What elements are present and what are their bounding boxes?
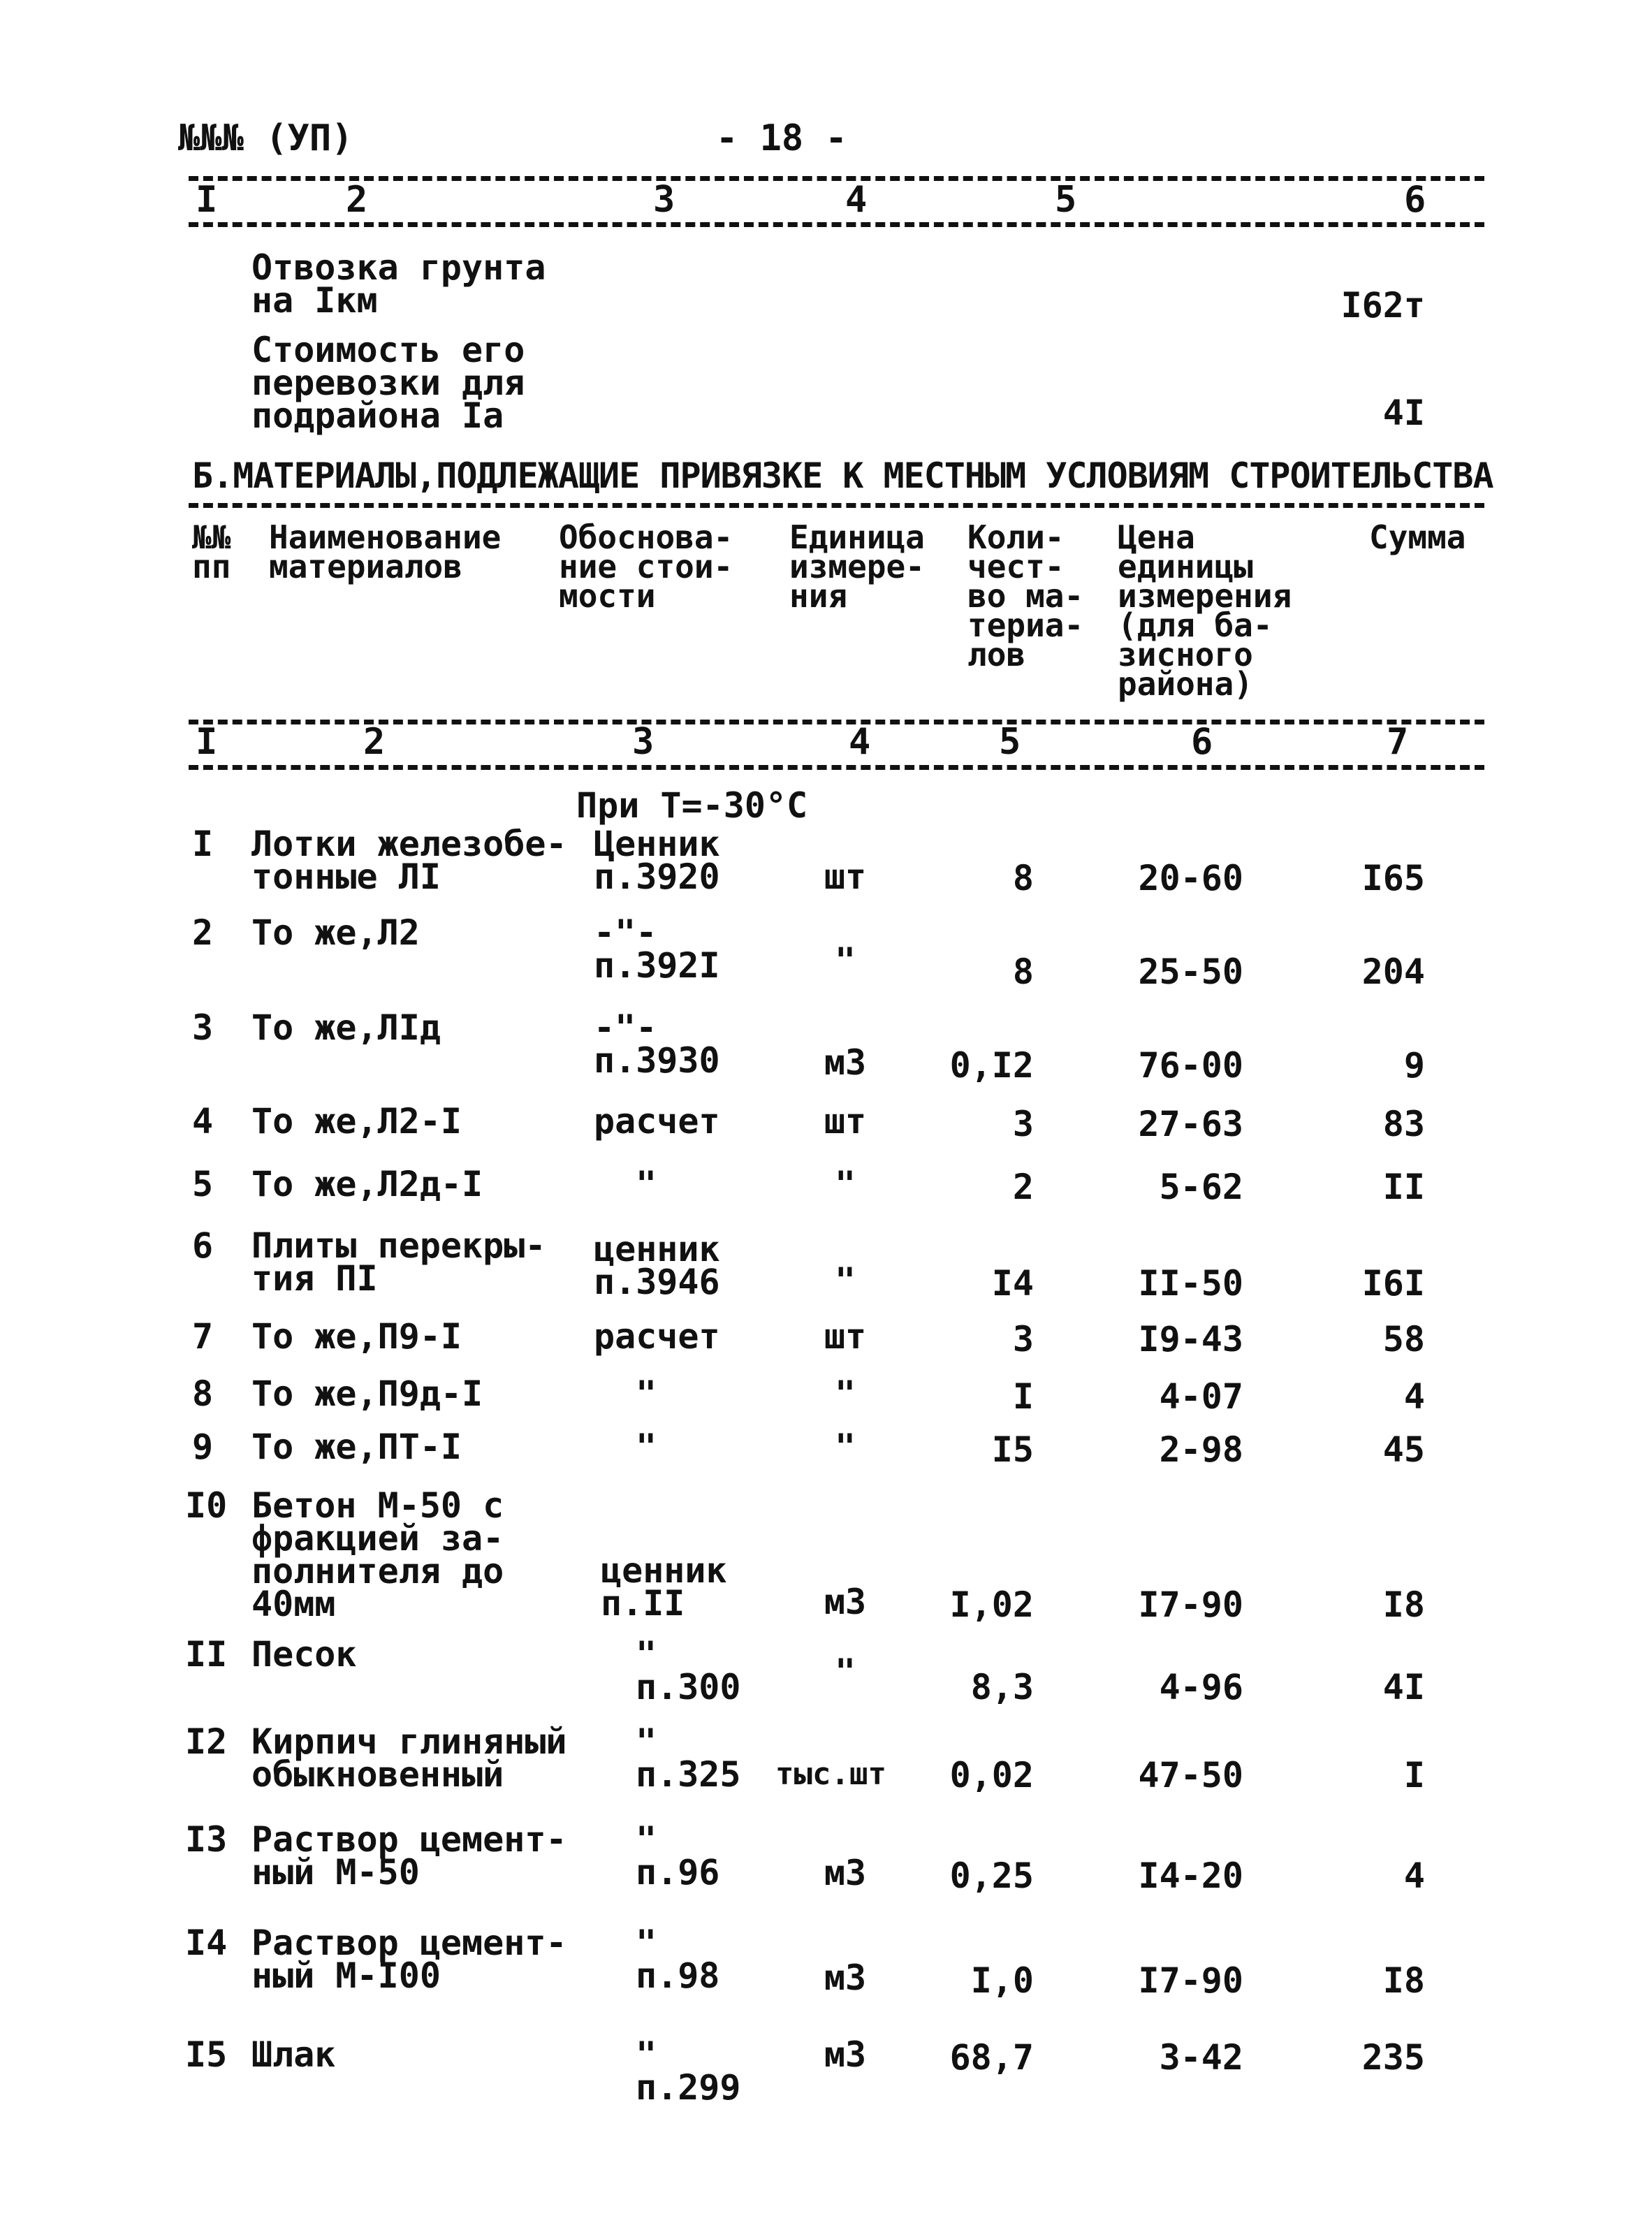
row-12-name: Кирпич глиняный обыкновенный: [251, 1721, 567, 1795]
row-12-sum: I: [1403, 1755, 1425, 1795]
row-8-unit: ": [834, 1373, 856, 1414]
row-7-name: То же,П9-I: [251, 1316, 462, 1357]
row-11-sum: 4I: [1382, 1667, 1425, 1707]
top-col-number-3: 3: [653, 179, 675, 221]
col-number-4: 4: [849, 721, 871, 763]
row-13-basis: " п.96: [636, 1819, 720, 1893]
row-6-sum: I6I: [1361, 1263, 1425, 1304]
row-11-number: II: [185, 1634, 228, 1675]
row-1-basis: Ценник п.3920: [594, 824, 720, 897]
row-14-name: Раствор цемент- ный М-I00: [251, 1923, 567, 1996]
row-8-sum: 4: [1403, 1376, 1425, 1417]
row-9-number: 9: [192, 1427, 214, 1467]
row-6-basis: ценник п.3946: [594, 1229, 720, 1302]
row-11-quantity: 8,3: [970, 1667, 1034, 1707]
row-11-name: Песок: [251, 1634, 357, 1675]
row-11-basis: " п.300: [636, 1634, 741, 1707]
row-14-unit: м3: [824, 1958, 867, 1998]
row-3-quantity: 0,I2: [949, 1045, 1034, 1086]
row-9-name: То же,ПТ-I: [251, 1427, 462, 1467]
col-number-3: 3: [632, 721, 655, 763]
row-9-unit: ": [834, 1427, 856, 1467]
row-2-number: 2: [192, 912, 214, 953]
col-number-6: 6: [1191, 721, 1213, 763]
row-5-number: 5: [192, 1164, 214, 1204]
top-table-rule-lower: [189, 222, 1484, 227]
row-12-price: 47-50: [1138, 1755, 1243, 1795]
section-title: Б.МАТЕРИАЛЫ,ПОДЛЕЖАЩИЕ ПРИВЯЗКЕ К МЕСТНЫМ УСЛОВИЯМ СТРОИТЕЛЬСТВА: [192, 456, 1493, 496]
row-8-name: То же,П9д-I: [251, 1373, 483, 1414]
row-13-price: I4-20: [1138, 1856, 1243, 1896]
row-5-price: 5-62: [1159, 1167, 1243, 1207]
document-code: №№№ (УП): [178, 117, 353, 159]
page-number: - 18 -: [716, 117, 847, 159]
top-col-number-4: 4: [845, 179, 868, 221]
top-row-1-value: I62т: [1340, 285, 1425, 326]
header-unit-price: Цена единицы измерения (для ба- зисного района): [1118, 518, 1292, 703]
row-3-sum: 9: [1403, 1045, 1425, 1086]
row-9-basis: ": [636, 1427, 657, 1467]
row-4-basis: расчет: [594, 1101, 720, 1142]
row-10-basis: ценник п.II: [601, 1550, 727, 1624]
row-2-price: 25-50: [1138, 952, 1243, 992]
row-15-basis: " п.299: [636, 2034, 741, 2108]
row-8-basis: ": [636, 1373, 657, 1414]
row-10-sum: I8: [1382, 1584, 1425, 1625]
header-quantity: Коли- чест- во ма- териа- лов: [967, 518, 1084, 673]
row-6-name: Плиты перекры- тия ПI: [251, 1225, 546, 1299]
row-12-basis: " п.325: [636, 1721, 741, 1795]
row-7-basis: расчет: [594, 1316, 720, 1357]
row-15-price: 3-42: [1159, 2037, 1243, 2078]
row-12-number: I2: [185, 1721, 228, 1762]
row-6-price: II-50: [1138, 1263, 1243, 1304]
header-cost-basis: Обоснова- ние стои- мости: [559, 518, 733, 615]
row-13-unit: м3: [824, 1853, 867, 1893]
row-14-sum: I8: [1382, 1960, 1425, 2001]
top-row-2-name: Стоимость его перевозки для подрайона Iа: [251, 330, 525, 436]
row-7-unit: шт: [824, 1316, 867, 1357]
row-2-unit: ": [834, 940, 856, 981]
row-14-quantity: I,0: [970, 1960, 1034, 2001]
materials-header-rule-top: [189, 503, 1484, 508]
row-1-name: Лотки железобе- тонные ЛI: [251, 824, 567, 897]
row-12-quantity: 0,02: [949, 1755, 1034, 1795]
top-col-number-5: 5: [1055, 179, 1077, 221]
row-4-sum: 83: [1382, 1104, 1425, 1144]
row-13-sum: 4: [1403, 1856, 1425, 1896]
col-number-5: 5: [999, 721, 1021, 763]
row-11-unit: ": [834, 1652, 856, 1692]
header-unit: Единица измере- ния: [789, 518, 925, 615]
row-1-quantity: 8: [1012, 858, 1034, 898]
row-13-number: I3: [185, 1819, 228, 1860]
row-6-quantity: I4: [991, 1263, 1034, 1304]
row-7-quantity: 3: [1012, 1319, 1034, 1360]
row-10-unit: м3: [824, 1582, 867, 1622]
row-5-basis: ": [636, 1164, 657, 1204]
row-11-price: 4-96: [1159, 1667, 1243, 1707]
row-12-unit: тыс.шт: [775, 1756, 886, 1792]
top-row-2-value: 4I: [1382, 393, 1425, 433]
row-3-number: 3: [192, 1007, 214, 1048]
row-5-sum: II: [1382, 1167, 1425, 1207]
row-10-quantity: I,02: [949, 1584, 1034, 1625]
header-material-name: Наименование материалов: [269, 518, 502, 585]
row-6-unit: ": [834, 1260, 856, 1301]
row-10-number: I0: [185, 1485, 228, 1526]
row-10-name: Бетон М-50 с фракцией за- полнителя до 40мм: [251, 1485, 504, 1624]
top-col-number-6: 6: [1404, 179, 1426, 221]
row-5-unit: ": [834, 1164, 856, 1204]
row-13-quantity: 0,25: [949, 1856, 1034, 1896]
row-2-basis: -"- п.392I: [594, 912, 720, 986]
row-4-number: 4: [192, 1101, 214, 1142]
row-9-quantity: I5: [991, 1429, 1034, 1470]
row-14-basis: " п.98: [636, 1923, 720, 1996]
row-6-number: 6: [192, 1225, 214, 1266]
row-5-quantity: 2: [1012, 1167, 1034, 1207]
row-9-sum: 45: [1382, 1429, 1425, 1470]
top-col-number-1: I: [196, 179, 218, 221]
top-col-number-2: 2: [346, 179, 368, 221]
row-15-unit: м3: [824, 2034, 867, 2075]
row-8-quantity: I: [1012, 1376, 1034, 1417]
row-10-price: I7-90: [1138, 1584, 1243, 1625]
row-1-price: 20-60: [1138, 858, 1243, 898]
header-sum: Сумма: [1369, 518, 1466, 556]
row-7-number: 7: [192, 1316, 214, 1357]
row-1-sum: I65: [1361, 858, 1425, 898]
row-8-number: 8: [192, 1373, 214, 1414]
row-1-number: I: [192, 824, 214, 864]
row-8-price: 4-07: [1159, 1376, 1243, 1417]
row-3-name: То же,ЛIд: [251, 1007, 441, 1048]
col-number-7: 7: [1387, 721, 1409, 763]
row-3-basis: -"- п.3930: [594, 1007, 720, 1081]
row-2-name: То же,Л2: [251, 912, 420, 953]
row-15-quantity: 68,7: [949, 2037, 1034, 2078]
row-15-name: Шлак: [251, 2034, 336, 2075]
col-number-1: I: [196, 721, 218, 763]
row-7-sum: 58: [1382, 1319, 1425, 1360]
row-14-number: I4: [185, 1923, 228, 1963]
row-4-name: То же,Л2-I: [251, 1101, 462, 1142]
row-9-price: 2-98: [1159, 1429, 1243, 1470]
row-15-sum: 235: [1361, 2037, 1425, 2078]
temperature-note: При Т=-30°С: [576, 785, 808, 826]
row-14-price: I7-90: [1138, 1960, 1243, 2001]
col-number-2: 2: [363, 721, 386, 763]
materials-colnum-rule-lower: [189, 765, 1484, 770]
row-2-quantity: 8: [1012, 952, 1034, 992]
row-3-unit: м3: [824, 1042, 867, 1083]
row-2-sum: 204: [1361, 952, 1425, 992]
header-number: №№ пп: [192, 518, 231, 585]
top-table-rule-upper: [189, 176, 1484, 181]
top-row-1-name: Отвозка грунта на Iкм: [251, 247, 546, 321]
row-3-price: 76-00: [1138, 1045, 1243, 1086]
row-4-quantity: 3: [1012, 1104, 1034, 1144]
row-7-price: I9-43: [1138, 1319, 1243, 1360]
row-4-price: 27-63: [1138, 1104, 1243, 1144]
row-5-name: То же,Л2д-I: [251, 1164, 483, 1204]
row-15-number: I5: [185, 2034, 228, 2075]
row-13-name: Раствор цемент- ный М-50: [251, 1819, 567, 1893]
row-4-unit: шт: [824, 1101, 867, 1142]
row-1-unit: шт: [824, 857, 867, 897]
